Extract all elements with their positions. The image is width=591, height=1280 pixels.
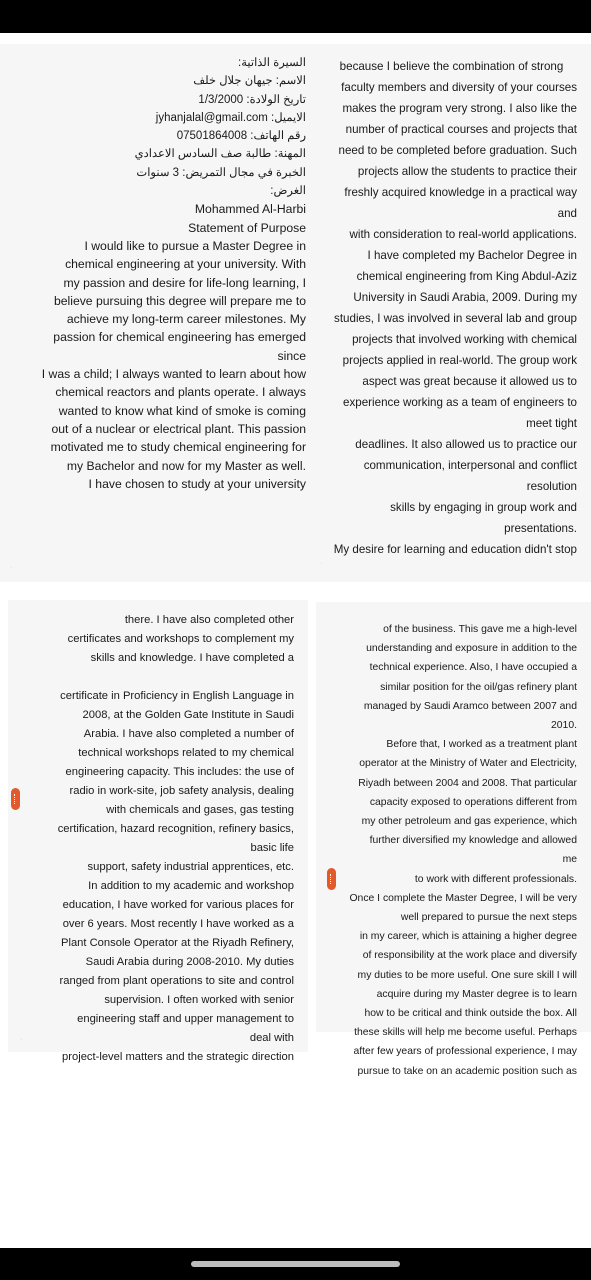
text-line: certificate in Proficiency in English Language in xyxy=(60,690,294,702)
text-line: me xyxy=(562,854,577,866)
text-line: motivated me to study chemical engineering for xyxy=(50,440,306,455)
arabic-line: الايميل: jyhanjalal@gmail.com xyxy=(155,111,306,124)
text-line: there. I have also completed other xyxy=(124,614,294,626)
text-line: I have chosen to study at your university xyxy=(88,476,306,491)
text-line: with chemicals and gases, gas testing xyxy=(106,804,294,816)
text-line: after few years of professional experience, I may xyxy=(353,1046,577,1058)
arabic-line: تاريخ الولادة: 1/3/2000 xyxy=(198,93,306,106)
text-line: over 6 years. Most recently I have worked as a xyxy=(62,918,294,930)
text-line: Once I complete the Master Degree, I will be very xyxy=(349,892,577,904)
text-line: out of a nuclear or electrical plant. This passion xyxy=(51,421,306,436)
text-line: support, safety industrial apprentices, etc. xyxy=(87,861,294,873)
text-line: Arabia. I have also completed a number of xyxy=(83,728,294,740)
page-corner-mark: · xyxy=(320,560,323,567)
text-line: chemical reactors and plants operate. I always xyxy=(55,385,306,400)
text-line: My desire for learning and education didn't stop xyxy=(333,543,577,556)
document-heading: Statement of Purpose xyxy=(188,220,306,235)
text-line: chemical engineering at your university. With xyxy=(65,257,306,272)
text-line: and xyxy=(557,207,577,220)
text-line: radio in work-site, job safety analysis, dealing xyxy=(69,785,294,797)
document-page-1 xyxy=(0,44,318,582)
arabic-line: المهنة: طالبة صف السادس الاعدادي xyxy=(134,148,306,161)
text-line: my other petroleum and gas experience, which xyxy=(361,816,577,828)
text-line: resolution xyxy=(526,480,577,493)
page-corner-mark: · xyxy=(10,564,13,571)
author-name: Mohammed Al-Harbi xyxy=(194,202,306,217)
arabic-line: رقم الهاتف: 07501864008 xyxy=(176,130,306,143)
text-line: well prepared to pursue the next steps xyxy=(400,912,577,924)
text-line: experience working as a team of engineers to xyxy=(343,396,577,409)
document-page-2 xyxy=(318,44,591,582)
text-line: since xyxy=(277,348,306,363)
text-line: how to be critical and think outside the box. All xyxy=(364,1008,577,1020)
text-line: 2010. xyxy=(550,720,577,732)
page-corner-mark: · xyxy=(20,1036,23,1043)
text-line: certificates and workshops to complement my xyxy=(67,633,294,645)
text-line: projects that involved working with chemical xyxy=(352,333,577,346)
text-line: my duties to be more useful. One sure skill I will xyxy=(357,969,577,981)
home-indicator[interactable] xyxy=(191,1261,400,1267)
text-line: Saudi Arabia during 2008-2010. My duties xyxy=(85,956,294,968)
text-line: wanted to know what kind of smoke is coming xyxy=(58,403,306,418)
text-line: ranged from plant operations to site and control xyxy=(59,975,294,987)
text-line: meet tight xyxy=(526,417,577,430)
paragraph-gap xyxy=(18,668,294,687)
text-line: capacity exposed to operations different from xyxy=(369,796,577,808)
text-line: passion for chemical engineering has emerged xyxy=(53,330,306,345)
text-line: University in Saudi Arabia, 2009. During my xyxy=(353,291,577,304)
text-line: believe pursuing this degree will prepare me to xyxy=(53,293,306,308)
text-line: to work with different professionals. xyxy=(414,873,577,885)
text-line: similar position for the oil/gas refinery plant xyxy=(380,681,577,693)
document-page-4 xyxy=(316,602,591,1077)
text-line: I would like to pursue a Master Degree in xyxy=(84,238,306,253)
text-line: projects allow the students to practice their xyxy=(357,165,577,178)
text-line: I was a child; I always wanted to learn about how xyxy=(41,367,306,382)
arabic-cv-block xyxy=(8,54,306,200)
text-line: number of practical courses and projects that xyxy=(345,123,577,136)
arabic-line: السيرة الذاتية: xyxy=(238,57,306,69)
text-line: faculty members and diversity of your courses xyxy=(341,81,577,94)
text-line: achieve my long-term career milestones. My xyxy=(66,312,306,327)
text-line: deadlines. It also allowed us to practice our xyxy=(355,438,577,451)
text-line: Riyadh between 2004 and 2008. That particular xyxy=(358,777,577,789)
text-line: of responsibility at the work place and diversify xyxy=(362,950,577,962)
text-line: Plant Console Operator at the Riyadh Refinery, xyxy=(61,937,294,949)
text-line: Before that, I worked as a treatment plant xyxy=(386,739,577,751)
arabic-line: الخبرة في مجال التمريض: 3 سنوات xyxy=(136,166,306,179)
text-line: chemical engineering from King Abdul-Aziz xyxy=(356,270,577,283)
text-line: skills by engaging in group work and xyxy=(390,501,577,514)
document-page-3 xyxy=(8,600,308,1063)
text-line: operator at the Ministry of Water and Electricity, xyxy=(359,758,577,770)
text-line: freshly acquired knowledge in a practical way xyxy=(344,186,577,199)
text-line: makes the program very strong. I also like the xyxy=(342,102,577,115)
text-line: engineering capacity. This includes: the use of xyxy=(65,766,294,778)
text-line: further diversified my knowledge and allowed xyxy=(369,835,577,847)
text-line: with consideration to real-world applications. xyxy=(349,228,577,241)
text-line: I have completed my Bachelor Degree in xyxy=(367,249,577,262)
text-line: certification, hazard recognition, refinery basics, xyxy=(57,823,294,835)
text-line: my passion and desire for life-long learning, I xyxy=(63,275,306,290)
arabic-line: الغرض: xyxy=(270,185,306,198)
text-line: projects applied in real-world. The group work xyxy=(342,354,577,367)
text-line: technical workshops related to my chemical xyxy=(78,747,294,759)
comment-marker-icon[interactable] xyxy=(11,788,20,810)
comment-marker-icon[interactable] xyxy=(327,868,336,890)
text-line: presentations. xyxy=(504,522,577,535)
text-line: of the business. This gave me a high-level xyxy=(383,624,577,635)
text-line: communication, interpersonal and conflict xyxy=(363,459,577,472)
text-line: because I believe the combination of strong xyxy=(339,60,564,73)
text-line: these skills will help me become useful. Perhaps xyxy=(354,1027,577,1039)
text-line: basic life xyxy=(250,842,294,854)
status-bar xyxy=(0,0,591,33)
text-line: studies, I was involved in several lab and group xyxy=(334,312,577,325)
text-line: In addition to my academic and workshop xyxy=(88,880,294,892)
text-line: in my career, which is attaining a higher degree xyxy=(359,931,577,943)
text-line: need to be completed before graduation. Such xyxy=(338,144,577,157)
text-line: managed by Saudi Aramco between 2007 and xyxy=(363,700,577,712)
text-line: education, I have worked for various places for xyxy=(62,899,294,911)
text-line: supervision. I often worked with senior xyxy=(104,994,294,1006)
text-line: acquire during my Master degree is to learn xyxy=(376,988,577,1000)
text-line: technical experience. Also, I have occupied a xyxy=(369,662,577,674)
text-line: deal with xyxy=(249,1032,294,1044)
text-line: my Bachelor and now for my Master as well. xyxy=(66,458,306,473)
text-line: aspect was great because it allowed us to xyxy=(362,375,577,388)
text-line: project-level matters and the strategic direction xyxy=(62,1051,294,1063)
text-line: skills and knowledge. I have completed a xyxy=(90,652,294,664)
text-line: understanding and exposure in addition to the xyxy=(366,643,577,655)
text-line: 2008, at the Golden Gate Institute in Saudi xyxy=(82,709,294,721)
arabic-line: الاسم: جيهان جلال خلف xyxy=(193,75,306,88)
text-line: engineering staff and upper management to xyxy=(77,1013,294,1025)
text-line: pursue to take on an academic position such as xyxy=(357,1065,577,1077)
